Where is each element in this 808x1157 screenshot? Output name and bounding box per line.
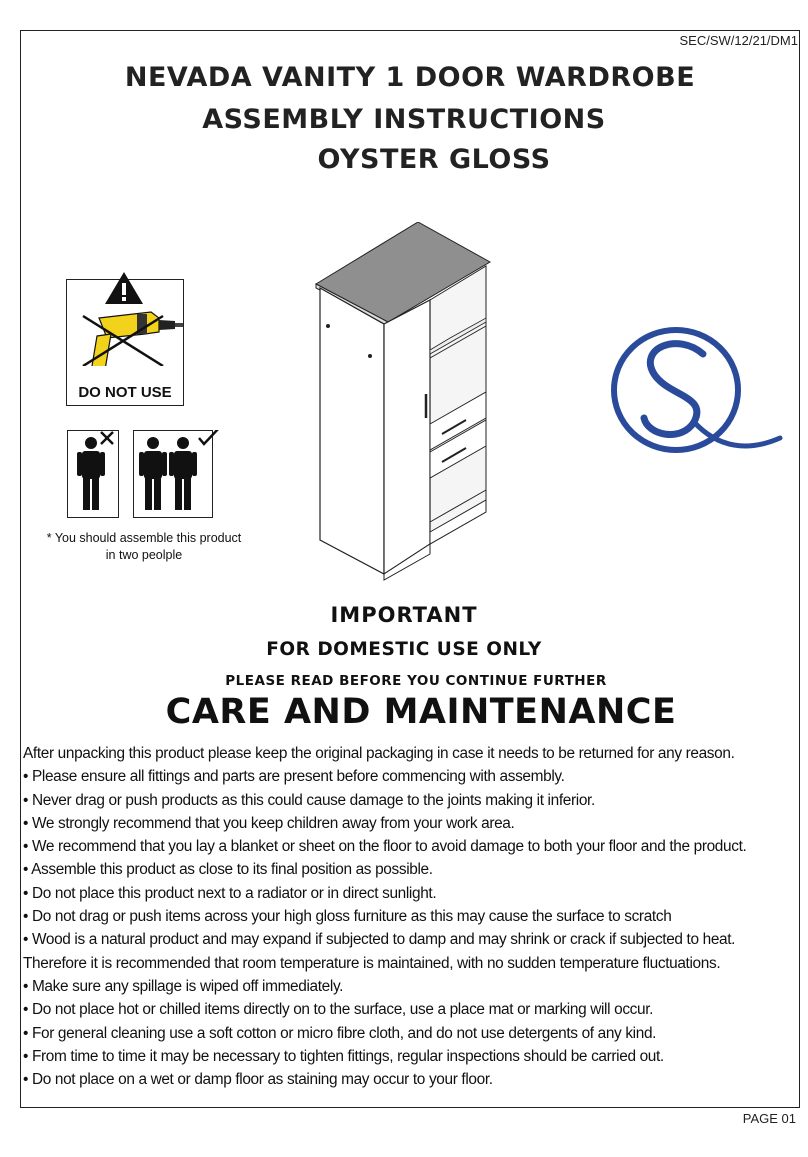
wardrobe-illustration bbox=[300, 222, 500, 582]
two-person-box bbox=[133, 430, 213, 518]
brand-logo bbox=[598, 318, 788, 458]
care-line: • Wood is a natural product and may expand if subjected to damp and may shrink or crack if subjected to heat. bbox=[23, 931, 736, 949]
care-line: • Do not place hot or chilled items directly on to the surface, use a place mat or marking will occur. bbox=[23, 1001, 654, 1019]
care-line: • We strongly recommend that you keep children away from your work area. bbox=[23, 814, 515, 832]
care-line: Therefore it is recommended that room temperature is maintained, with no sudden temperature fluctuations. bbox=[23, 954, 721, 972]
care-line: • Assemble this product as close to its final position as possible. bbox=[23, 861, 433, 879]
title-line-2: ASSEMBLY INSTRUCTIONS bbox=[202, 104, 606, 135]
document-code: SEC/SW/12/21/DM1 bbox=[679, 33, 798, 48]
title-line-3: OYSTER GLOSS bbox=[317, 144, 551, 175]
title-line-1: NEVADA VANITY 1 DOOR WARDROBE bbox=[124, 62, 696, 93]
care-line: • For general cleaning use a soft cotton or micro fibre cloth, and do not use detergents of any kind. bbox=[23, 1024, 657, 1042]
do-not-use-warning bbox=[66, 279, 184, 406]
care-line: • Do not place this product next to a radiator or in direct sunlight. bbox=[23, 884, 437, 902]
one-person-cross-icon bbox=[67, 430, 119, 518]
care-line: • Make sure any spillage is wiped off immediately. bbox=[23, 977, 344, 995]
note-line-1: * You should assemble this product bbox=[46, 531, 242, 545]
care-line: • We recommend that you lay a blanket or sheet on the floor to avoid damage to both your floor and the product. bbox=[23, 838, 747, 856]
read-before-heading: PLEASE READ BEFORE YOU CONTINUE FURTHER bbox=[225, 673, 607, 689]
care-line: • Please ensure all fittings and parts are present before commencing with assembly. bbox=[23, 768, 565, 786]
care-line: After unpacking this product please keep the original packaging in case it needs to be returned for any reason. bbox=[23, 745, 735, 762]
care-line: • From time to time it may be necessary to tighten fittings, regular inspections should be carried out. bbox=[23, 1047, 664, 1065]
care-line: • Do not drag or push items across your high gloss furniture as this may cause the surface to scratch bbox=[23, 908, 672, 926]
care-instructions bbox=[23, 742, 798, 1091]
page-number: PAGE 01 bbox=[742, 1111, 796, 1126]
two-people-check-icon bbox=[133, 430, 223, 518]
do-not-use-drill-icon bbox=[67, 266, 185, 366]
care-line: • Never drag or push products as this could cause damage to the joints making it inferior. bbox=[23, 791, 595, 809]
important-heading: IMPORTANT bbox=[330, 603, 478, 627]
one-person-box bbox=[67, 430, 119, 518]
domestic-use-heading: FOR DOMESTIC USE ONLY bbox=[266, 639, 542, 660]
care-line: • Do not place on a wet or damp floor as staining may occur to your floor. bbox=[23, 1071, 493, 1089]
note-line-2: in two peolple bbox=[105, 548, 183, 562]
two-person-note bbox=[30, 530, 258, 564]
care-maintenance-heading: CARE AND MAINTENANCE bbox=[165, 692, 677, 732]
do-not-use-label: DO NOT USE bbox=[78, 384, 172, 401]
